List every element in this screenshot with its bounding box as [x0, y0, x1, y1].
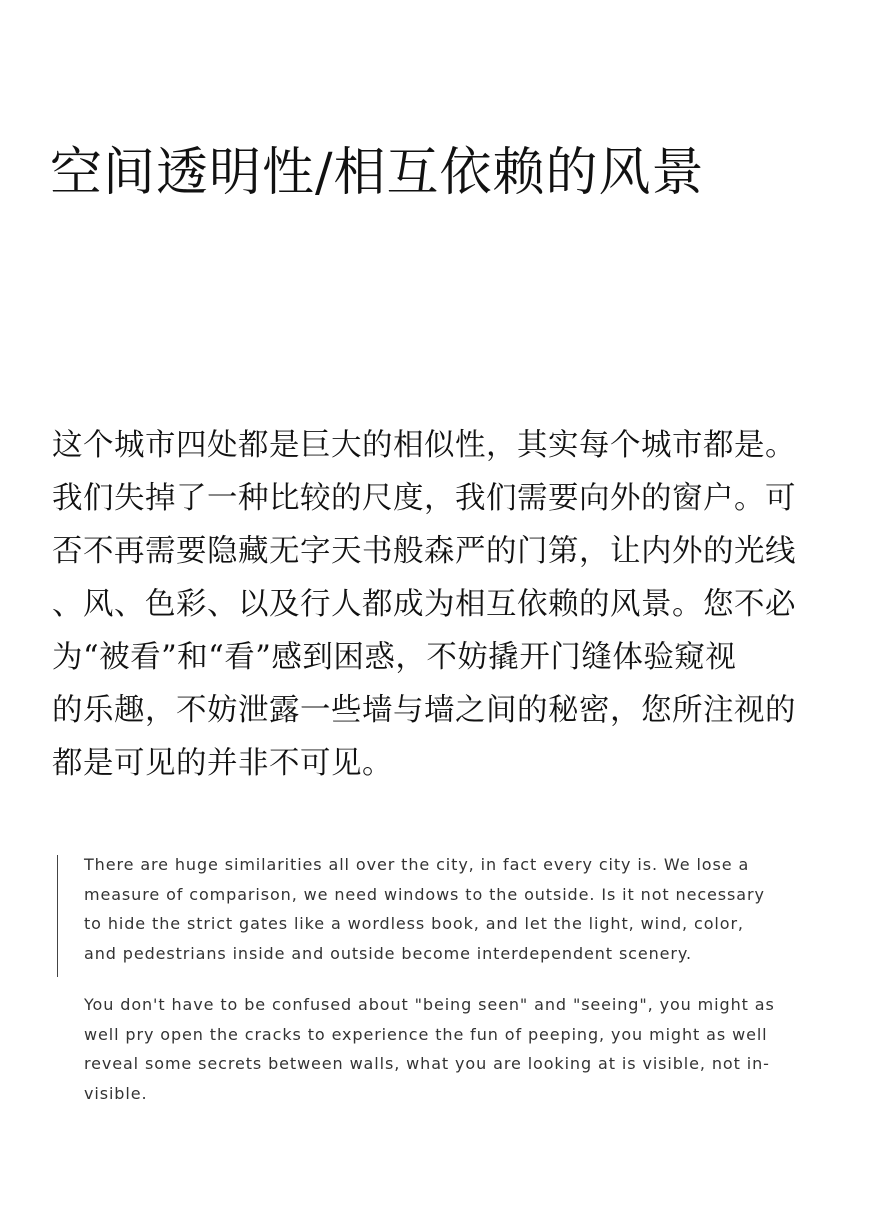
- english-line: to hide the strict gates like a wordless book, and let the light, wind, color,: [84, 914, 744, 933]
- english-paragraph-1: [84, 850, 765, 968]
- english-line: You don't have to be confused about "being seen" and "seeing", you might as: [84, 995, 775, 1014]
- chinese-line: 这个城市四处都是巨大的相似性，其实每个城市都是。: [52, 428, 796, 463]
- chinese-line: 我们失掉了一种比较的尺度，我们需要向外的窗户。可: [52, 481, 796, 516]
- english-paragraph-2: [84, 990, 775, 1108]
- page-title: 空间透明性/相互依赖的风景: [50, 143, 705, 203]
- english-line: There are huge similarities all over the city, in fact every city is. We lose a: [84, 855, 750, 874]
- chinese-line: 为“被看”和“看”感到困惑，不妨撬开门缝体验窥视: [52, 640, 737, 675]
- english-line: and pedestrians inside and outside become interdependent scenery.: [84, 943, 692, 963]
- chinese-line: 都是可见的并非不可见。: [52, 746, 393, 781]
- chinese-paragraph: [52, 419, 832, 790]
- chinese-line: 否不再需要隐藏无字天书般森严的门第，让内外的光线: [52, 534, 796, 569]
- chinese-line: 的乐趣，不妨泄露一些墙与墙之间的秘密，您所注视的: [52, 693, 796, 728]
- english-line: reveal some secrets between walls, what you are looking at is visible, not in-: [84, 1054, 770, 1073]
- quote-divider: [57, 855, 58, 977]
- english-line: visible.: [84, 1083, 148, 1103]
- english-line: well pry open the cracks to experience the fun of peeping, you might as well: [84, 1024, 768, 1044]
- chinese-line: 、风、色彩、以及行人都成为相互依赖的风景。您不必: [52, 587, 796, 622]
- english-line: measure of comparison, we need windows to the outside. Is it not necessary: [84, 884, 765, 904]
